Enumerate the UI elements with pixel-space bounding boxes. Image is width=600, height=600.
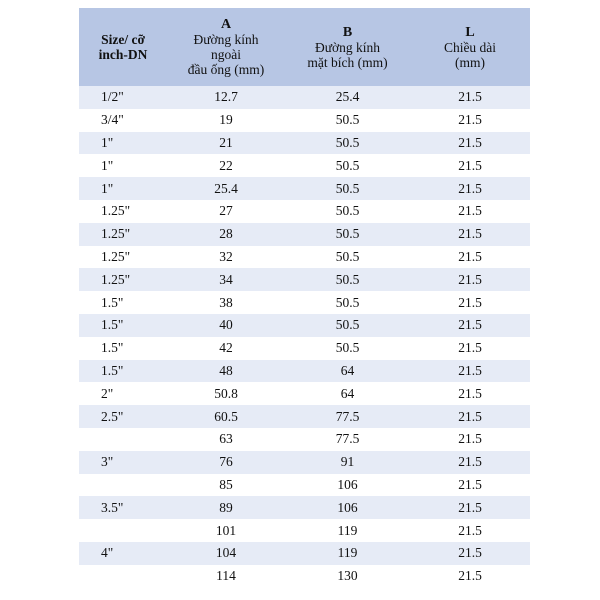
size-cell: 1.5" xyxy=(79,291,167,314)
flange-diameter-cell: 50.5 xyxy=(285,223,410,246)
flange-diameter-cell: 50.5 xyxy=(285,337,410,360)
table-row xyxy=(79,565,530,588)
length-cell: 21.5 xyxy=(410,200,530,223)
length-cell: 21.5 xyxy=(410,337,530,360)
size-cell: 1.25" xyxy=(79,223,167,246)
size-cell xyxy=(79,565,167,588)
size-cell: 2.5" xyxy=(79,405,167,428)
outer-diameter-cell: 40 xyxy=(167,314,285,337)
table-row xyxy=(79,382,530,405)
size-cell xyxy=(79,474,167,497)
table-row xyxy=(79,268,530,291)
header-l xyxy=(410,8,530,86)
length-cell: 21.5 xyxy=(410,314,530,337)
length-cell: 21.5 xyxy=(410,382,530,405)
size-cell: 3" xyxy=(79,451,167,474)
header-l-label: Chiều dài (mm) xyxy=(443,39,497,70)
outer-diameter-cell: 32 xyxy=(167,246,285,269)
length-cell: 21.5 xyxy=(410,519,530,542)
size-cell xyxy=(79,428,167,451)
header-size xyxy=(79,8,167,86)
outer-diameter-cell: 27 xyxy=(167,200,285,223)
table-row xyxy=(79,428,530,451)
table-row xyxy=(79,132,530,155)
outer-diameter-cell: 76 xyxy=(167,451,285,474)
table-row xyxy=(79,291,530,314)
size-cell: 1" xyxy=(79,177,167,200)
flange-diameter-cell: 77.5 xyxy=(285,428,410,451)
flange-diameter-cell: 50.5 xyxy=(285,177,410,200)
outer-diameter-cell: 38 xyxy=(167,291,285,314)
table-row xyxy=(79,154,530,177)
size-cell xyxy=(79,519,167,542)
header-a-letter: A xyxy=(220,17,232,32)
table-row xyxy=(79,542,530,565)
header-size-label: Size/ cỡ inch-DN xyxy=(98,32,148,62)
outer-diameter-cell: 28 xyxy=(167,223,285,246)
length-cell: 21.5 xyxy=(410,246,530,269)
table-row xyxy=(79,86,530,109)
outer-diameter-cell: 63 xyxy=(167,428,285,451)
flange-diameter-cell: 119 xyxy=(285,542,410,565)
table-row xyxy=(79,246,530,269)
table-row xyxy=(79,177,530,200)
table-body xyxy=(79,86,530,588)
flange-diameter-cell: 50.5 xyxy=(285,154,410,177)
header-b-letter: B xyxy=(342,24,353,40)
flange-diameter-cell: 50.5 xyxy=(285,314,410,337)
spec-table-container xyxy=(79,8,530,588)
length-cell: 21.5 xyxy=(410,496,530,519)
table-row xyxy=(79,109,530,132)
size-cell: 3/4" xyxy=(79,109,167,132)
outer-diameter-cell: 19 xyxy=(167,109,285,132)
outer-diameter-cell: 104 xyxy=(167,542,285,565)
header-b-label: Đường kính mặt bích (mm) xyxy=(307,39,388,70)
length-cell: 21.5 xyxy=(410,223,530,246)
outer-diameter-cell: 48 xyxy=(167,360,285,383)
table-row xyxy=(79,314,530,337)
size-cell: 1.25" xyxy=(79,200,167,223)
flange-diameter-cell: 64 xyxy=(285,360,410,383)
table-row xyxy=(79,360,530,383)
length-cell: 21.5 xyxy=(410,291,530,314)
flange-diameter-cell: 64 xyxy=(285,382,410,405)
size-cell: 2" xyxy=(79,382,167,405)
length-cell: 21.5 xyxy=(410,177,530,200)
outer-diameter-cell: 60.5 xyxy=(167,405,285,428)
length-cell: 21.5 xyxy=(410,268,530,291)
length-cell: 21.5 xyxy=(410,542,530,565)
spec-table xyxy=(79,8,530,588)
length-cell: 21.5 xyxy=(410,451,530,474)
length-cell: 21.5 xyxy=(410,86,530,109)
outer-diameter-cell: 42 xyxy=(167,337,285,360)
size-cell: 1.25" xyxy=(79,268,167,291)
outer-diameter-cell: 50.8 xyxy=(167,382,285,405)
length-cell: 21.5 xyxy=(410,428,530,451)
table-header xyxy=(79,8,530,86)
outer-diameter-cell: 25.4 xyxy=(167,177,285,200)
outer-diameter-cell: 114 xyxy=(167,565,285,588)
flange-diameter-cell: 50.5 xyxy=(285,268,410,291)
outer-diameter-cell: 89 xyxy=(167,496,285,519)
outer-diameter-cell: 101 xyxy=(167,519,285,542)
size-cell: 4" xyxy=(79,542,167,565)
flange-diameter-cell: 50.5 xyxy=(285,200,410,223)
outer-diameter-cell: 85 xyxy=(167,474,285,497)
outer-diameter-cell: 22 xyxy=(167,154,285,177)
outer-diameter-cell: 21 xyxy=(167,132,285,155)
flange-diameter-cell: 130 xyxy=(285,565,410,588)
length-cell: 21.5 xyxy=(410,474,530,497)
table-row xyxy=(79,337,530,360)
size-cell: 1.5" xyxy=(79,314,167,337)
header-b xyxy=(285,8,410,86)
header-l-letter: L xyxy=(465,24,475,40)
flange-diameter-cell: 50.5 xyxy=(285,132,410,155)
size-cell: 3.5" xyxy=(79,496,167,519)
flange-diameter-cell: 50.5 xyxy=(285,109,410,132)
length-cell: 21.5 xyxy=(410,109,530,132)
outer-diameter-cell: 34 xyxy=(167,268,285,291)
length-cell: 21.5 xyxy=(410,360,530,383)
flange-diameter-cell: 106 xyxy=(285,474,410,497)
flange-diameter-cell: 77.5 xyxy=(285,405,410,428)
size-cell: 1.5" xyxy=(79,337,167,360)
table-row xyxy=(79,519,530,542)
length-cell: 21.5 xyxy=(410,565,530,588)
table-row xyxy=(79,223,530,246)
table-row xyxy=(79,200,530,223)
table-row xyxy=(79,474,530,497)
size-cell: 1.5" xyxy=(79,360,167,383)
table-row xyxy=(79,405,530,428)
flange-diameter-cell: 91 xyxy=(285,451,410,474)
header-a xyxy=(167,8,285,86)
size-cell: 1" xyxy=(79,132,167,155)
length-cell: 21.5 xyxy=(410,154,530,177)
size-cell: 1/2" xyxy=(79,86,167,109)
table-row xyxy=(79,451,530,474)
flange-diameter-cell: 119 xyxy=(285,519,410,542)
size-cell: 1" xyxy=(79,154,167,177)
table-row xyxy=(79,496,530,519)
length-cell: 21.5 xyxy=(410,132,530,155)
size-cell: 1.25" xyxy=(79,246,167,269)
length-cell: 21.5 xyxy=(410,405,530,428)
flange-diameter-cell: 106 xyxy=(285,496,410,519)
outer-diameter-cell: 12.7 xyxy=(167,86,285,109)
flange-diameter-cell: 50.5 xyxy=(285,291,410,314)
flange-diameter-cell: 25.4 xyxy=(285,86,410,109)
flange-diameter-cell: 50.5 xyxy=(285,246,410,269)
header-row xyxy=(79,8,530,86)
header-a-label: Đường kính ngoài đầu ống (mm) xyxy=(187,32,265,77)
